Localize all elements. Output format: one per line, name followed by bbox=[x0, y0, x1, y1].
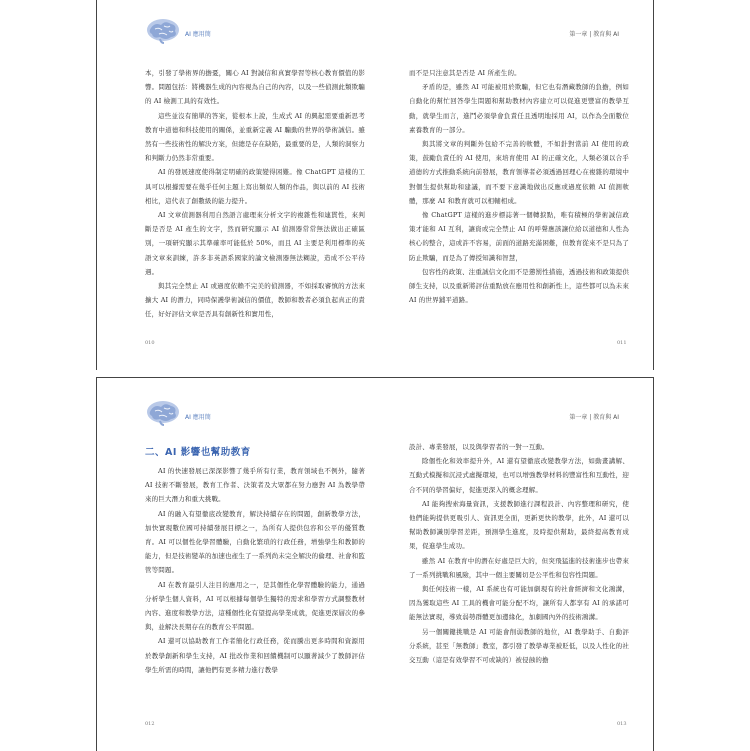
paragraph: AI 文章偵測器利用自然語言處理來分析文字的複雜性和連貫性，來判斷是否是 AI 產生的文字，然而研究顯示 AI 偵測器常常無法做出正確區別，一項研究顯示其準確率可能低於 50%，而且 AI 主要是利用標準的英語文章來訓練，許多非英語系國家的論文檢測器無法糊說，造成不公平待遇。 bbox=[145, 211, 365, 276]
paragraph: 而不是只注意其是否是 AI 所產生的。 bbox=[409, 69, 521, 77]
page-number: 011 bbox=[617, 340, 627, 346]
page-number: 013 bbox=[617, 721, 627, 727]
paragraph: AI 還可以協助教育工作者簡化行政任務，從而騰出更多時間和資源用於教學創新和學生支持，AI 批改作業和回饋機制可以顯著減少了教師評估學生所需的時間，讓他們有更多精力進行教學 bbox=[145, 637, 365, 674]
paragraph: 這些並沒有簡單的答案，從根本上說，生成式 AI 的興起需要重新思考教育中道德和科技使用的關係，並重新定義 AI 騙動的世界的學術誠信。雖然有一些技術性的解決方案，但總是存在缺陷，最重要的是，人類的洞察力和判斷力仍然非常重要。 bbox=[145, 111, 365, 163]
page-011 bbox=[409, 66, 629, 307]
paragraph: 另一個關鍵挑戰是 AI 可能會削弱教師的地位，AI 教學助手、自動評分系統，甚至「無教師」教室，都引發了教學專業被貶低，以及人性化的社交互動（這是有效學習不可或缺的）被侵蝕的擔 bbox=[409, 627, 629, 665]
paragraph: AI 能夠搜索海量資訊，支援教師進行課程設計、內容整理和研究，使他們能夠提供更吸引人、資訊更全面，更新更快的教學，此外，AI 還可以幫助教師識別學習差距，預測學生進度，及時提供幫助，最終提高教育成果，促進學生成功。 bbox=[409, 499, 629, 551]
paragraph: AI 在教育最引人注目的應用之一，是其個性化學習體驗的能力，通過分析學生個人資料，AI 可以根據每個學生獨特的需求和學習方式調整教材內容、進度和教學方法，這種個性化有望提高學業成就，促進更深層次的參與，並解決長期存在的教育公平問題。 bbox=[145, 580, 365, 632]
book-title: AI 應用簡 bbox=[185, 31, 211, 38]
paragraph: 設計、專業發展，以及與學習者的一對一互動。 bbox=[409, 443, 549, 451]
page-013 bbox=[409, 440, 629, 667]
paragraph: 與其完全禁止 AI 或過度依賴不完美的偵測器，不如採取審慎的方法來擴大 AI 的潛力，同時保護學術誠信的價值，教師和教者必須負起真正的責任，好好評估文章是否具有創新性和實用性， bbox=[145, 282, 365, 319]
chapter-header: 第一章 | 教育與 AI bbox=[569, 31, 619, 38]
page-010 bbox=[145, 66, 365, 322]
paragraph: 本，引發了學術界的擔憂，關心 AI 對誠信和真實學習等核心教育價值的影響。問題包括：將機器生成的內容視為自己的內容，以及一些偵測此類欺騙的 AI 檢測工具的有效性。 bbox=[145, 69, 365, 106]
paragraph: 包容性的政策、注重誠信文化而不是懲罰性措施，透過技術和政策提供師生支持，以及重新將評估重點放在應用性和創新性上，這些都可以為未來 AI 的世界鋪平道路。 bbox=[409, 267, 629, 305]
section-heading: 二、AI 影響也幫助教育 bbox=[145, 447, 251, 458]
page-number: 010 bbox=[145, 340, 155, 346]
bottom-book-spread bbox=[96, 377, 654, 751]
paragraph: 除個性化和效率提升外，AI 還有望徹底改變教學方法，如動畫講解、互動式模擬和沉浸式虛擬環境，也可以增強教學材料的豐富性和互動性，迎合不同的學習偏好，促進更深入的概念理解。 bbox=[409, 457, 629, 494]
page-number: 012 bbox=[145, 721, 155, 727]
paragraph: 雖然 AI 在教育中的潛在好處是巨大的，但突飛猛進的技術進步也帶來了一系列挑戰和風險，其中一個主要關切是公平性和包容性問題。 bbox=[409, 556, 629, 579]
paragraph: 矛盾的是，雖然 AI 可能被用於欺騙，但它也有潛藏教師的負擔，例如自動化的幫忙回答學生問題和幫助教材內容建立可以促進更豐富的教學互動，就學生而言，進鬥必須學會負責任且透明地採用 AI，以作為全面數位素養教育的一部分。 bbox=[409, 83, 629, 134]
paragraph: 與其將文章的判斷外包給不完善的軟體，不如針對當前 AI 使用的政策，鼓勵負責任的 AI 使用，來培育使用 AI 的正確文化，人類必須以合乎道德的方式推動系統向前發展，教育領導者必須透過回理心在複雜的環境中對個生提供幫助和建議，而不要下意識地做出反應或過度依賴 AI 偵測軟體，那麼 AI 和教育就可以相輔相成。 bbox=[409, 140, 629, 205]
paragraph: 像 ChatGPT 這樣的進步標誌著一個轉捩點，唯有積極的學術誠信政策才能和 AI 互利，讓資或完全禁止 AI 的呼聲應該讓位給以道德和人性為核心的整合，這或許不容易，前面的道路充滿困難，但教育從來不是只為了防止欺騙，而是為了傳授知識和智慧， bbox=[409, 211, 629, 262]
spread-gap bbox=[0, 370, 750, 377]
top-book-spread bbox=[96, 0, 654, 370]
brain-icon bbox=[145, 400, 181, 426]
paragraph: 與任何技術一樣，AI 系統也有可能加劇現有的社會經濟和文化鴻溝，因為獲取這些 AI 工具的機會可能分配不均，讓所有人都享有 AI 的承諾可能無法實現，導致弱勢群體更加邊緣化，加劇國內外的技術鴻溝。 bbox=[409, 585, 629, 622]
chapter-header: 第一章 | 教育與 AI bbox=[569, 414, 619, 421]
page-012 bbox=[145, 444, 365, 677]
brain-icon bbox=[145, 18, 181, 44]
paragraph: AI 的快速發展已深深影響了幾乎所有行業，教育領域也不例外，隨著 AI 技術不斷發展，教育工作者、決策者及大眾都在努力應對 AI 為教學帶來的巨大潛力和重大挑戰。 bbox=[145, 467, 365, 504]
paragraph: AI 的發展速度使得制定明確的政策變得困難。像 ChatGPT 這樣的工具可以根據需要在幾乎任何主題上寫出類似人類的作品，與以前的 AI 技術相比，這代表了創數級的能力提升。 bbox=[145, 168, 365, 205]
paragraph: AI 的融入有望徹底改變教育，解決持續存在的問題，創新教學方法，加快實現數位國可持續發展目標之一，為所有人提供包容和公平的優質教育。AI 可以個性化學習體驗，自動化繁瑣的行政任務，增強學生和教師的能力，但是技術變革的加速也產生了一系列尚未完全解決的倫理、社會和監管等問題。 bbox=[145, 509, 365, 575]
book-title: AI 應用簡 bbox=[185, 414, 211, 421]
